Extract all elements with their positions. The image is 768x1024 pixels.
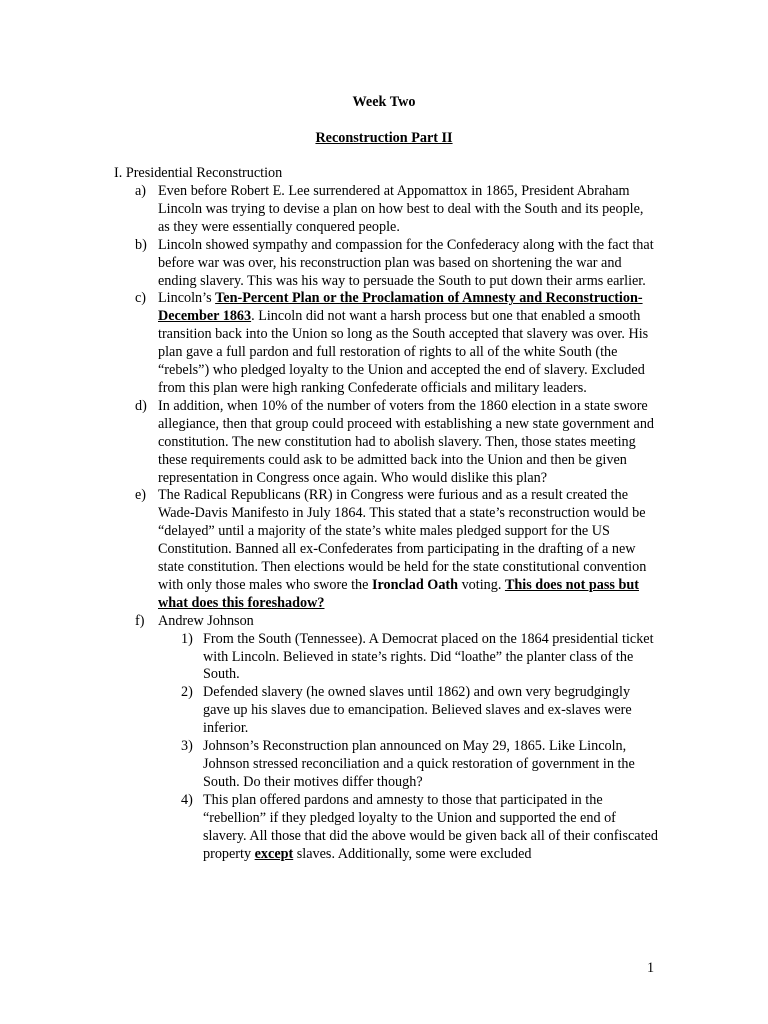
list-item-d (135, 397, 658, 488)
sublist-item-4 (181, 791, 658, 864)
sublist-marker: 4) (181, 791, 193, 808)
page-number: 1 (647, 960, 655, 976)
list-item-text: In addition, when 10% of the number of voters from the 1860 election in a state swore allegiance, then that group could proceed with establishing a new state government and constitution. The new constitution had to abolish slavery. Then, those states meeting these requirements could ask to be admitted back into the Union and then be given representation in Congress once again. Who would dislike this plan? (158, 397, 655, 486)
list-item-a (135, 183, 658, 237)
list-marker: d) (135, 397, 147, 414)
sublist-item-3 (181, 738, 658, 792)
emphasized-term: Ironclad Oath (371, 576, 459, 593)
list-item-text-mid: voting. (458, 576, 505, 593)
list-marker: a) (135, 183, 147, 199)
emphasized-term: Ten-Percent Plan or the Proclamation of Amnesty and Reconstruction- December 1863 (158, 290, 643, 325)
section-heading: I. Presidential Reconstruction (114, 165, 283, 181)
sublist-item-text: Defended slavery (he owned slaves until 1862) and own very begrudgingly gave up his slaves due to emancipation. Believed slaves and ex-slaves were inferior. (203, 684, 632, 737)
sublist-item-1 (181, 630, 658, 685)
list-marker: e) (135, 487, 147, 504)
sublist-item-text: Johnson’s Reconstruction plan announced on May 29, 1865. Like Lincoln, Johnson stressed reconciliation and a quick restoration of government in the South. Do their motives differ though? (203, 738, 635, 790)
outline-list (0, 183, 768, 863)
list-item-text: Andrew Johnson (158, 612, 254, 629)
list-item-c (135, 290, 658, 397)
emphasized-question: This does not pass but what does this foreshadow? (158, 576, 639, 611)
list-marker: b) (135, 236, 147, 253)
list-marker: c) (135, 290, 147, 307)
sublist-item-text-post: slaves. Additionally, some were excluded (293, 845, 532, 862)
list-item-text-pre: Lincoln’s (158, 290, 216, 307)
sublist-marker: 2) (181, 684, 193, 701)
sublist-item-text: From the South (Tennessee). A Democrat placed on the 1864 presidential ticket with Lincoln. Believed in state’s rights. Did “loathe” the planter class of the South. (203, 630, 654, 683)
list-item-text: Even before Robert E. Lee surrendered at Appomattox in 1865, President Abraham Lincoln was trying to devise a plan on how best to deal with the South and its people, as they were essentially conquered people. (158, 183, 644, 235)
list-item-text: Lincoln showed sympathy and compassion for the Confederacy along with the fact that before war was over, his reconstruction plan was based on shortening the war and ending slavery. This was his way to persuade the South to put down their arms earlier. (158, 236, 654, 289)
list-item-text-pre: The Radical Republicans (RR) in Congress were furious and as a result created the Wade-Davis Manifesto in July 1864. This stated that a state’s reconstruction would be “delayed” until a majority of the state’s white males pledged support for the US Constitution. Banned all ex-Confederates from participating in the drafting of a new state constitution. Then elections would be held for the state constitutional convention with only those males who swore the (158, 487, 647, 593)
sublist-item-2 (181, 684, 658, 738)
sublist-marker: 3) (181, 738, 193, 755)
emphasized-term: except (254, 845, 294, 862)
sublist-item-text-pre: This plan offered pardons and amnesty to those that participated in the “rebellion” if they pledged loyalty to the Union and supported the end of slavery. All those that did the above would be given back all of their confiscated property (203, 791, 658, 862)
page-title: Week Two (352, 94, 416, 110)
list-item-e (135, 487, 658, 612)
list-item-f (135, 612, 658, 631)
list-item-text-post: . Lincoln did not want a harsh process but one that enabled a smooth transition back into the Union so long as the South accepted that slavery was over. His plan gave a full pardon and full restoration of rights to all of the white South (the “rebels”) who pledged loyalty to the Union and accepted the end of slavery. Excluded from this plan were high ranking Confederate officials and military leaders. (158, 308, 649, 396)
sublist-marker: 1) (181, 630, 193, 647)
list-marker: f) (135, 612, 145, 629)
list-item-b (135, 236, 658, 291)
page-subtitle: Reconstruction Part II (315, 130, 453, 146)
